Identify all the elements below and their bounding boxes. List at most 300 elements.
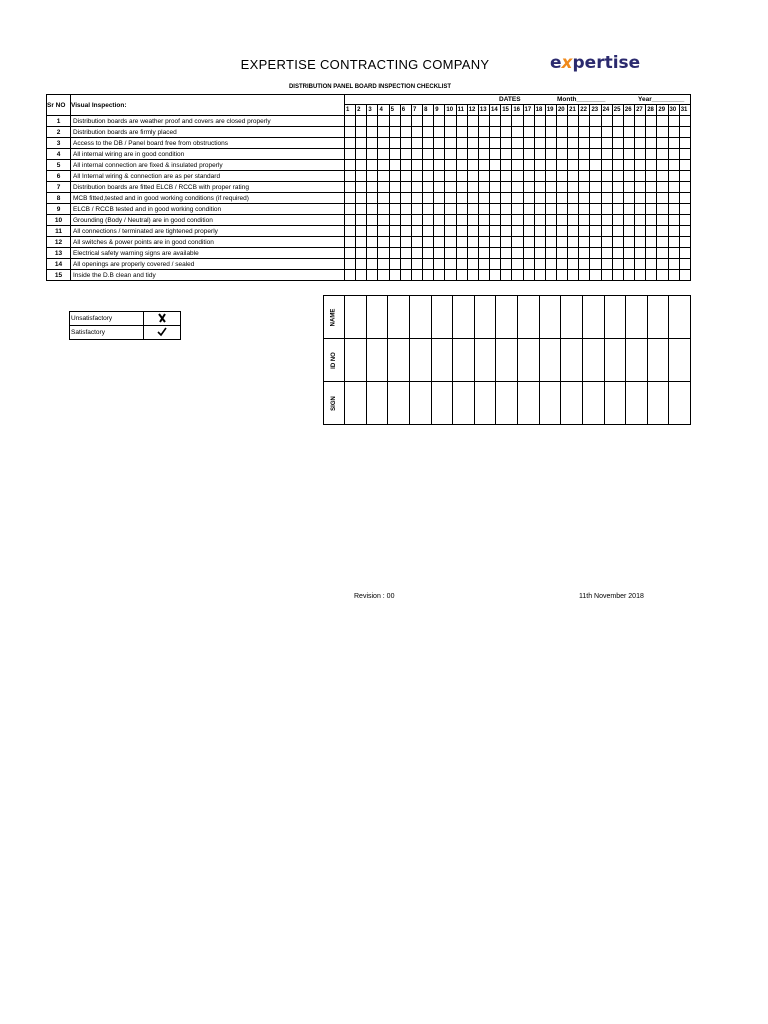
day-check-cell[interactable]	[523, 127, 534, 138]
day-check-cell[interactable]	[568, 149, 579, 160]
signoff-cell[interactable]	[496, 382, 518, 425]
day-check-cell[interactable]	[389, 270, 400, 281]
day-check-cell[interactable]	[411, 127, 422, 138]
day-check-cell[interactable]	[512, 215, 523, 226]
signoff-cell[interactable]	[518, 296, 540, 339]
day-check-cell[interactable]	[668, 127, 679, 138]
day-check-cell[interactable]	[534, 116, 545, 127]
signoff-cell[interactable]	[539, 382, 561, 425]
day-check-cell[interactable]	[478, 226, 489, 237]
day-check-cell[interactable]	[478, 248, 489, 259]
day-check-cell[interactable]	[635, 138, 646, 149]
day-check-cell[interactable]	[523, 237, 534, 248]
day-check-cell[interactable]	[646, 215, 657, 226]
day-check-cell[interactable]	[646, 248, 657, 259]
signoff-cell[interactable]	[582, 382, 604, 425]
day-check-cell[interactable]	[345, 160, 356, 171]
signoff-cell[interactable]	[366, 382, 388, 425]
day-check-cell[interactable]	[367, 182, 378, 193]
day-check-cell[interactable]	[679, 215, 690, 226]
day-check-cell[interactable]	[389, 116, 400, 127]
day-check-cell[interactable]	[679, 138, 690, 149]
day-check-cell[interactable]	[679, 204, 690, 215]
day-check-cell[interactable]	[523, 160, 534, 171]
day-check-cell[interactable]	[501, 237, 512, 248]
day-check-cell[interactable]	[512, 171, 523, 182]
day-check-cell[interactable]	[668, 259, 679, 270]
day-check-cell[interactable]	[400, 237, 411, 248]
day-check-cell[interactable]	[345, 248, 356, 259]
day-check-cell[interactable]	[356, 116, 367, 127]
day-check-cell[interactable]	[545, 215, 556, 226]
day-check-cell[interactable]	[601, 204, 612, 215]
day-check-cell[interactable]	[478, 138, 489, 149]
day-check-cell[interactable]	[523, 215, 534, 226]
day-check-cell[interactable]	[478, 204, 489, 215]
day-check-cell[interactable]	[623, 149, 634, 160]
day-check-cell[interactable]	[635, 116, 646, 127]
day-check-cell[interactable]	[478, 116, 489, 127]
day-check-cell[interactable]	[556, 226, 567, 237]
day-check-cell[interactable]	[679, 259, 690, 270]
day-check-cell[interactable]	[545, 127, 556, 138]
day-check-cell[interactable]	[400, 171, 411, 182]
day-check-cell[interactable]	[601, 171, 612, 182]
day-check-cell[interactable]	[467, 171, 478, 182]
day-check-cell[interactable]	[467, 248, 478, 259]
day-check-cell[interactable]	[501, 248, 512, 259]
day-check-cell[interactable]	[545, 270, 556, 281]
day-check-cell[interactable]	[378, 149, 389, 160]
day-check-cell[interactable]	[512, 127, 523, 138]
day-check-cell[interactable]	[356, 204, 367, 215]
day-check-cell[interactable]	[367, 116, 378, 127]
day-check-cell[interactable]	[367, 259, 378, 270]
day-check-cell[interactable]	[523, 248, 534, 259]
day-check-cell[interactable]	[668, 226, 679, 237]
day-check-cell[interactable]	[367, 149, 378, 160]
day-check-cell[interactable]	[456, 160, 467, 171]
day-check-cell[interactable]	[378, 193, 389, 204]
signoff-cell[interactable]	[345, 296, 367, 339]
signoff-cell[interactable]	[626, 382, 648, 425]
signoff-cell[interactable]	[561, 339, 583, 382]
day-check-cell[interactable]	[490, 116, 501, 127]
signoff-cell[interactable]	[561, 382, 583, 425]
day-check-cell[interactable]	[378, 116, 389, 127]
day-check-cell[interactable]	[501, 116, 512, 127]
day-check-cell[interactable]	[601, 182, 612, 193]
day-check-cell[interactable]	[400, 259, 411, 270]
day-check-cell[interactable]	[646, 182, 657, 193]
day-check-cell[interactable]	[590, 182, 601, 193]
day-check-cell[interactable]	[623, 226, 634, 237]
day-check-cell[interactable]	[501, 171, 512, 182]
day-check-cell[interactable]	[612, 182, 623, 193]
day-check-cell[interactable]	[590, 138, 601, 149]
day-check-cell[interactable]	[657, 193, 668, 204]
day-check-cell[interactable]	[367, 270, 378, 281]
day-check-cell[interactable]	[657, 248, 668, 259]
day-check-cell[interactable]	[646, 226, 657, 237]
day-check-cell[interactable]	[646, 237, 657, 248]
day-check-cell[interactable]	[490, 149, 501, 160]
day-check-cell[interactable]	[445, 138, 456, 149]
day-check-cell[interactable]	[657, 127, 668, 138]
day-check-cell[interactable]	[356, 237, 367, 248]
day-check-cell[interactable]	[601, 259, 612, 270]
day-check-cell[interactable]	[501, 259, 512, 270]
day-check-cell[interactable]	[423, 127, 434, 138]
day-check-cell[interactable]	[556, 171, 567, 182]
day-check-cell[interactable]	[601, 160, 612, 171]
day-check-cell[interactable]	[478, 160, 489, 171]
day-check-cell[interactable]	[501, 182, 512, 193]
day-check-cell[interactable]	[545, 248, 556, 259]
day-check-cell[interactable]	[523, 259, 534, 270]
day-check-cell[interactable]	[601, 226, 612, 237]
day-check-cell[interactable]	[411, 237, 422, 248]
day-check-cell[interactable]	[635, 215, 646, 226]
day-check-cell[interactable]	[556, 127, 567, 138]
day-check-cell[interactable]	[478, 270, 489, 281]
day-check-cell[interactable]	[623, 259, 634, 270]
day-check-cell[interactable]	[434, 160, 445, 171]
day-check-cell[interactable]	[523, 149, 534, 160]
day-check-cell[interactable]	[668, 193, 679, 204]
day-check-cell[interactable]	[579, 204, 590, 215]
day-check-cell[interactable]	[490, 193, 501, 204]
day-check-cell[interactable]	[467, 138, 478, 149]
day-check-cell[interactable]	[478, 259, 489, 270]
signoff-cell[interactable]	[431, 339, 453, 382]
day-check-cell[interactable]	[467, 204, 478, 215]
day-check-cell[interactable]	[490, 248, 501, 259]
day-check-cell[interactable]	[423, 138, 434, 149]
day-check-cell[interactable]	[556, 193, 567, 204]
day-check-cell[interactable]	[356, 160, 367, 171]
day-check-cell[interactable]	[657, 204, 668, 215]
day-check-cell[interactable]	[400, 149, 411, 160]
day-check-cell[interactable]	[635, 171, 646, 182]
signoff-cell[interactable]	[409, 296, 431, 339]
day-check-cell[interactable]	[568, 138, 579, 149]
day-check-cell[interactable]	[623, 171, 634, 182]
day-check-cell[interactable]	[657, 182, 668, 193]
day-check-cell[interactable]	[545, 237, 556, 248]
day-check-cell[interactable]	[579, 171, 590, 182]
day-check-cell[interactable]	[367, 204, 378, 215]
day-check-cell[interactable]	[356, 270, 367, 281]
day-check-cell[interactable]	[356, 259, 367, 270]
day-check-cell[interactable]	[657, 160, 668, 171]
day-check-cell[interactable]	[423, 193, 434, 204]
day-check-cell[interactable]	[556, 259, 567, 270]
day-check-cell[interactable]	[411, 160, 422, 171]
day-check-cell[interactable]	[534, 248, 545, 259]
day-check-cell[interactable]	[378, 171, 389, 182]
day-check-cell[interactable]	[411, 182, 422, 193]
day-check-cell[interactable]	[545, 138, 556, 149]
day-check-cell[interactable]	[523, 138, 534, 149]
day-check-cell[interactable]	[556, 160, 567, 171]
day-check-cell[interactable]	[590, 270, 601, 281]
day-check-cell[interactable]	[456, 182, 467, 193]
day-check-cell[interactable]	[467, 226, 478, 237]
day-check-cell[interactable]	[512, 149, 523, 160]
day-check-cell[interactable]	[467, 193, 478, 204]
day-check-cell[interactable]	[556, 237, 567, 248]
signoff-cell[interactable]	[626, 296, 648, 339]
day-check-cell[interactable]	[345, 193, 356, 204]
day-check-cell[interactable]	[411, 116, 422, 127]
day-check-cell[interactable]	[411, 215, 422, 226]
day-check-cell[interactable]	[568, 171, 579, 182]
day-check-cell[interactable]	[534, 138, 545, 149]
day-check-cell[interactable]	[601, 116, 612, 127]
day-check-cell[interactable]	[601, 149, 612, 160]
day-check-cell[interactable]	[345, 215, 356, 226]
day-check-cell[interactable]	[646, 193, 657, 204]
day-check-cell[interactable]	[657, 116, 668, 127]
day-check-cell[interactable]	[423, 215, 434, 226]
day-check-cell[interactable]	[434, 149, 445, 160]
day-check-cell[interactable]	[423, 116, 434, 127]
day-check-cell[interactable]	[345, 204, 356, 215]
day-check-cell[interactable]	[601, 237, 612, 248]
day-check-cell[interactable]	[612, 149, 623, 160]
day-check-cell[interactable]	[635, 259, 646, 270]
day-check-cell[interactable]	[523, 204, 534, 215]
day-check-cell[interactable]	[657, 237, 668, 248]
day-check-cell[interactable]	[579, 160, 590, 171]
day-check-cell[interactable]	[545, 226, 556, 237]
day-check-cell[interactable]	[590, 160, 601, 171]
day-check-cell[interactable]	[445, 116, 456, 127]
day-check-cell[interactable]	[434, 204, 445, 215]
day-check-cell[interactable]	[668, 149, 679, 160]
day-check-cell[interactable]	[478, 215, 489, 226]
day-check-cell[interactable]	[568, 270, 579, 281]
day-check-cell[interactable]	[523, 226, 534, 237]
day-check-cell[interactable]	[423, 270, 434, 281]
day-check-cell[interactable]	[601, 215, 612, 226]
day-check-cell[interactable]	[490, 259, 501, 270]
day-check-cell[interactable]	[668, 215, 679, 226]
day-check-cell[interactable]	[356, 226, 367, 237]
day-check-cell[interactable]	[657, 270, 668, 281]
day-check-cell[interactable]	[579, 270, 590, 281]
day-check-cell[interactable]	[345, 270, 356, 281]
signoff-cell[interactable]	[388, 296, 410, 339]
day-check-cell[interactable]	[456, 248, 467, 259]
signoff-cell[interactable]	[474, 296, 496, 339]
signoff-cell[interactable]	[604, 382, 626, 425]
day-check-cell[interactable]	[612, 116, 623, 127]
signoff-cell[interactable]	[669, 339, 691, 382]
day-check-cell[interactable]	[579, 127, 590, 138]
day-check-cell[interactable]	[478, 182, 489, 193]
day-check-cell[interactable]	[445, 127, 456, 138]
day-check-cell[interactable]	[512, 248, 523, 259]
signoff-cell[interactable]	[388, 382, 410, 425]
day-check-cell[interactable]	[345, 171, 356, 182]
day-check-cell[interactable]	[389, 193, 400, 204]
day-check-cell[interactable]	[345, 127, 356, 138]
signoff-cell[interactable]	[474, 382, 496, 425]
day-check-cell[interactable]	[389, 248, 400, 259]
day-check-cell[interactable]	[367, 237, 378, 248]
day-check-cell[interactable]	[378, 270, 389, 281]
day-check-cell[interactable]	[490, 171, 501, 182]
signoff-cell[interactable]	[345, 339, 367, 382]
day-check-cell[interactable]	[423, 149, 434, 160]
day-check-cell[interactable]	[568, 182, 579, 193]
day-check-cell[interactable]	[635, 149, 646, 160]
day-check-cell[interactable]	[467, 270, 478, 281]
signoff-cell[interactable]	[539, 339, 561, 382]
day-check-cell[interactable]	[623, 116, 634, 127]
day-check-cell[interactable]	[646, 116, 657, 127]
day-check-cell[interactable]	[668, 248, 679, 259]
day-check-cell[interactable]	[467, 182, 478, 193]
day-check-cell[interactable]	[367, 215, 378, 226]
day-check-cell[interactable]	[478, 127, 489, 138]
day-check-cell[interactable]	[378, 182, 389, 193]
day-check-cell[interactable]	[568, 237, 579, 248]
day-check-cell[interactable]	[456, 127, 467, 138]
day-check-cell[interactable]	[668, 182, 679, 193]
day-check-cell[interactable]	[635, 226, 646, 237]
day-check-cell[interactable]	[467, 149, 478, 160]
day-check-cell[interactable]	[423, 182, 434, 193]
day-check-cell[interactable]	[434, 237, 445, 248]
day-check-cell[interactable]	[523, 116, 534, 127]
day-check-cell[interactable]	[679, 116, 690, 127]
day-check-cell[interactable]	[668, 237, 679, 248]
day-check-cell[interactable]	[356, 248, 367, 259]
day-check-cell[interactable]	[434, 259, 445, 270]
day-check-cell[interactable]	[490, 160, 501, 171]
signoff-cell[interactable]	[561, 296, 583, 339]
day-check-cell[interactable]	[556, 270, 567, 281]
signoff-cell[interactable]	[647, 382, 669, 425]
day-check-cell[interactable]	[668, 138, 679, 149]
day-check-cell[interactable]	[400, 248, 411, 259]
day-check-cell[interactable]	[434, 248, 445, 259]
day-check-cell[interactable]	[445, 259, 456, 270]
day-check-cell[interactable]	[556, 215, 567, 226]
day-check-cell[interactable]	[590, 215, 601, 226]
day-check-cell[interactable]	[679, 193, 690, 204]
day-check-cell[interactable]	[623, 248, 634, 259]
signoff-cell[interactable]	[582, 339, 604, 382]
day-check-cell[interactable]	[378, 127, 389, 138]
day-check-cell[interactable]	[345, 116, 356, 127]
signoff-cell[interactable]	[474, 339, 496, 382]
day-check-cell[interactable]	[534, 149, 545, 160]
day-check-cell[interactable]	[568, 204, 579, 215]
day-check-cell[interactable]	[556, 149, 567, 160]
day-check-cell[interactable]	[545, 160, 556, 171]
day-check-cell[interactable]	[623, 193, 634, 204]
day-check-cell[interactable]	[467, 215, 478, 226]
day-check-cell[interactable]	[378, 237, 389, 248]
signoff-cell[interactable]	[366, 296, 388, 339]
day-check-cell[interactable]	[612, 226, 623, 237]
day-check-cell[interactable]	[456, 193, 467, 204]
day-check-cell[interactable]	[635, 127, 646, 138]
day-check-cell[interactable]	[411, 226, 422, 237]
day-check-cell[interactable]	[679, 149, 690, 160]
day-check-cell[interactable]	[456, 237, 467, 248]
day-check-cell[interactable]	[635, 237, 646, 248]
day-check-cell[interactable]	[545, 259, 556, 270]
day-check-cell[interactable]	[456, 204, 467, 215]
day-check-cell[interactable]	[445, 149, 456, 160]
day-check-cell[interactable]	[490, 215, 501, 226]
day-check-cell[interactable]	[623, 204, 634, 215]
day-check-cell[interactable]	[356, 193, 367, 204]
day-check-cell[interactable]	[646, 149, 657, 160]
day-check-cell[interactable]	[467, 237, 478, 248]
day-check-cell[interactable]	[679, 248, 690, 259]
day-check-cell[interactable]	[501, 138, 512, 149]
day-check-cell[interactable]	[400, 226, 411, 237]
day-check-cell[interactable]	[545, 204, 556, 215]
day-check-cell[interactable]	[601, 248, 612, 259]
day-check-cell[interactable]	[556, 116, 567, 127]
day-check-cell[interactable]	[490, 226, 501, 237]
day-check-cell[interactable]	[679, 182, 690, 193]
day-check-cell[interactable]	[378, 226, 389, 237]
day-check-cell[interactable]	[568, 160, 579, 171]
day-check-cell[interactable]	[445, 215, 456, 226]
signoff-cell[interactable]	[496, 296, 518, 339]
day-check-cell[interactable]	[367, 138, 378, 149]
day-check-cell[interactable]	[512, 204, 523, 215]
day-check-cell[interactable]	[568, 193, 579, 204]
day-check-cell[interactable]	[612, 259, 623, 270]
day-check-cell[interactable]	[456, 171, 467, 182]
day-check-cell[interactable]	[423, 237, 434, 248]
day-check-cell[interactable]	[623, 237, 634, 248]
day-check-cell[interactable]	[646, 204, 657, 215]
day-check-cell[interactable]	[523, 171, 534, 182]
day-check-cell[interactable]	[378, 215, 389, 226]
day-check-cell[interactable]	[612, 193, 623, 204]
day-check-cell[interactable]	[411, 248, 422, 259]
day-check-cell[interactable]	[423, 226, 434, 237]
day-check-cell[interactable]	[445, 204, 456, 215]
day-check-cell[interactable]	[657, 226, 668, 237]
day-check-cell[interactable]	[601, 193, 612, 204]
day-check-cell[interactable]	[512, 116, 523, 127]
day-check-cell[interactable]	[579, 226, 590, 237]
day-check-cell[interactable]	[467, 116, 478, 127]
day-check-cell[interactable]	[490, 182, 501, 193]
day-check-cell[interactable]	[612, 127, 623, 138]
day-check-cell[interactable]	[568, 116, 579, 127]
day-check-cell[interactable]	[512, 237, 523, 248]
day-check-cell[interactable]	[345, 138, 356, 149]
day-check-cell[interactable]	[568, 215, 579, 226]
day-check-cell[interactable]	[590, 226, 601, 237]
day-check-cell[interactable]	[612, 215, 623, 226]
day-check-cell[interactable]	[568, 226, 579, 237]
day-check-cell[interactable]	[523, 193, 534, 204]
day-check-cell[interactable]	[445, 226, 456, 237]
